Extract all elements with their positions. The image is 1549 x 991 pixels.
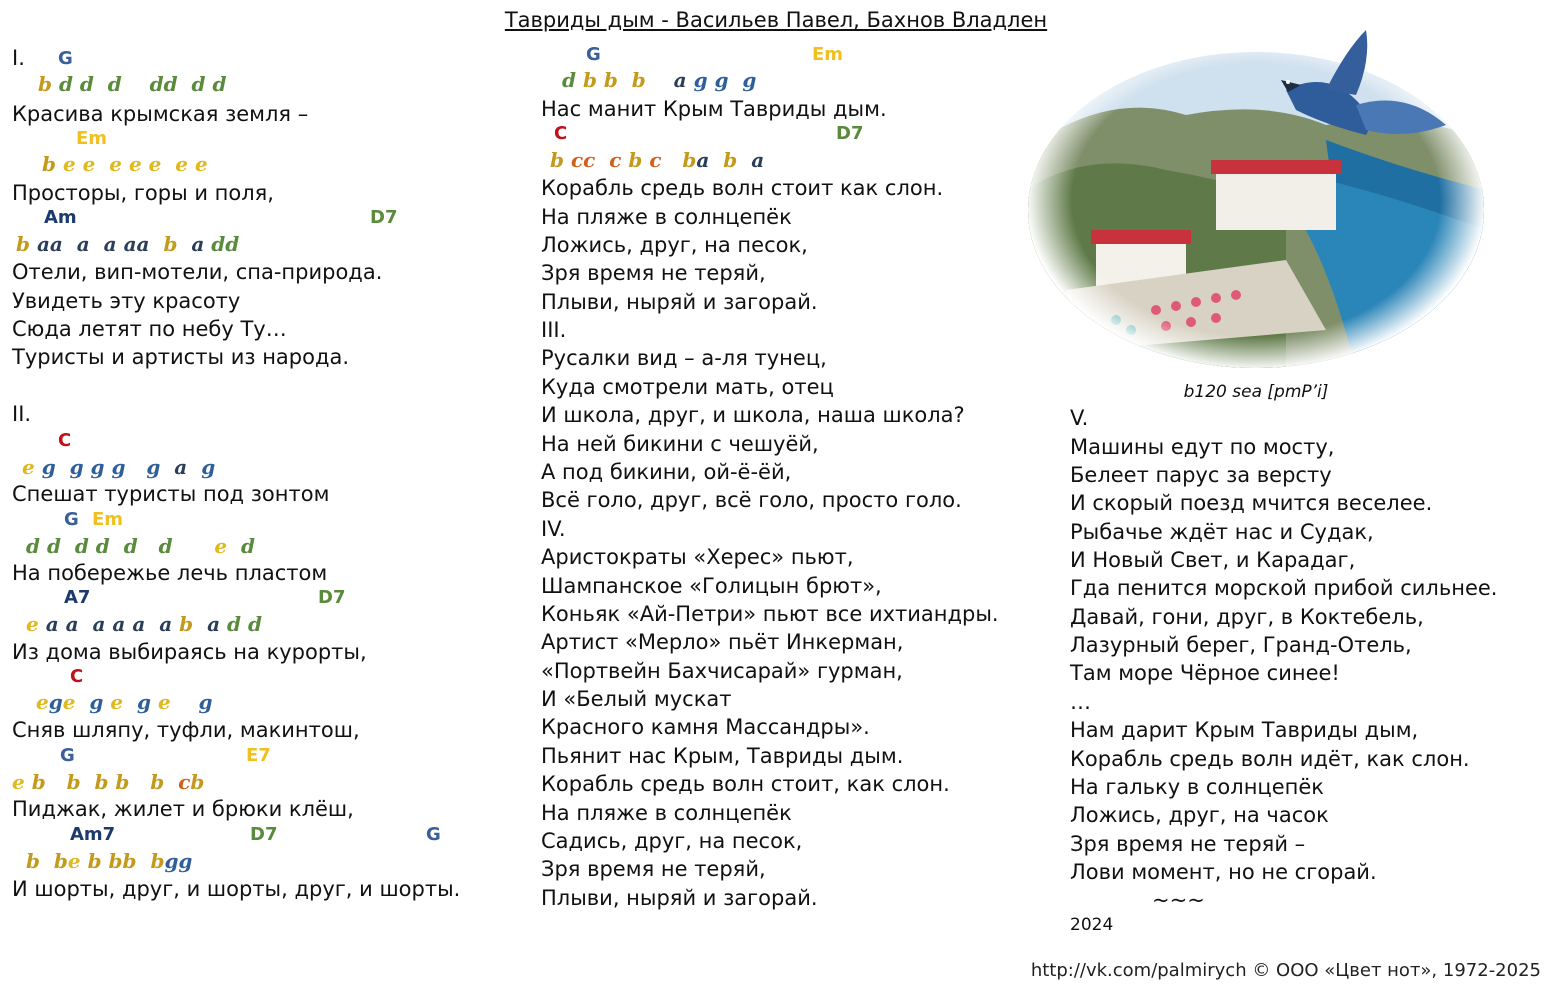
lyric-line: Из дома выбираясь на курорты, bbox=[12, 640, 367, 664]
lyric-line: Аристократы «Херес» пьют, bbox=[541, 545, 854, 569]
lyric-line: … bbox=[1070, 690, 1091, 714]
lyric-line: И скорый поезд мчится веселее. bbox=[1070, 491, 1433, 515]
lyric-line: И Новый Свет, и Карадаг, bbox=[1070, 548, 1356, 572]
verse-label: V. bbox=[1070, 406, 1089, 430]
note-row: d b b b a g g g bbox=[562, 68, 757, 92]
lyric-line: Плыви, ныряй и загорай. bbox=[541, 886, 818, 910]
lyric-line: Просторы, горы и поля, bbox=[12, 181, 274, 205]
lyric-line: И школа, друг, и школа, наша школа? bbox=[541, 403, 965, 427]
lyric-line: На гальку в солнцепёк bbox=[1070, 775, 1324, 799]
verse-label: III. bbox=[541, 318, 567, 342]
chord-label: Am7 bbox=[70, 824, 116, 845]
lyric-line: На ней бикини с чешуёй, bbox=[541, 432, 819, 456]
lyric-line: Корабль средь волн идёт, как слон. bbox=[1070, 747, 1470, 771]
lyric-line: Сняв шляпу, туфли, макинтош, bbox=[12, 718, 360, 742]
lyric-line: Коньяк «Ай-Петри» пьют все ихтиандры. bbox=[541, 602, 999, 626]
verse-label: I. bbox=[12, 46, 25, 70]
note-row: b be b bb bgg bbox=[26, 849, 193, 873]
lyric-line: Ложись, друг, на песок, bbox=[541, 233, 808, 257]
verse-label: II. bbox=[12, 402, 32, 426]
lyric-line: Нам дарит Крым Тавриды дым, bbox=[1070, 718, 1419, 742]
lyric-line: Плыви, ныряй и загорай. bbox=[541, 290, 818, 314]
lyric-line: Пьянит нас Крым, Тавриды дым. bbox=[541, 744, 904, 768]
chord-label: C bbox=[58, 430, 72, 451]
chord-label: D7 bbox=[370, 207, 398, 228]
lyric-line: И «Белый мускат bbox=[541, 687, 732, 711]
lyric-line: Рыбачье ждёт нас и Судак, bbox=[1070, 520, 1374, 544]
chord-label: Em bbox=[812, 44, 844, 65]
lyric-line: А под бикини, ой-ё-ёй, bbox=[541, 460, 792, 484]
chord-label: G bbox=[58, 48, 73, 69]
chord-label: D7 bbox=[250, 824, 278, 845]
crimea-photo bbox=[1026, 30, 1486, 370]
lyric-line: Куда смотрели мать, отец bbox=[541, 375, 834, 399]
chord-label: D7 bbox=[318, 587, 346, 608]
chord-label: G bbox=[426, 824, 441, 845]
page-title: Тавриды дым - Васильев Павел, Бахнов Владлен bbox=[504, 8, 1048, 32]
lyric-line: Белеет парус за версту bbox=[1070, 463, 1332, 487]
lyric-line: Машины едут по мосту, bbox=[1070, 435, 1335, 459]
lyric-line: Шампанское «Голицын брют», bbox=[541, 574, 882, 598]
note-row: b e e e e e e e bbox=[42, 152, 208, 176]
lyric-line: Зря время не теряй, bbox=[541, 857, 766, 881]
note-row: ege g e g e g bbox=[36, 690, 213, 714]
lyric-line: Ложись, друг, на часок bbox=[1070, 803, 1329, 827]
lyric-line: На пляже в солнцепёк bbox=[541, 205, 792, 229]
lyric-line: Лазурный берег, Гранд-Отель, bbox=[1070, 633, 1412, 657]
chord-label: G bbox=[64, 509, 79, 530]
lyric-line: Увидеть эту красоту bbox=[12, 289, 241, 313]
verse-label: IV. bbox=[541, 517, 566, 541]
lyric-line: Отели, вип-мотели, спа-природа. bbox=[12, 260, 383, 284]
lyric-line: Сюда летят по небу Ту… bbox=[12, 317, 287, 341]
lyric-line: Там море Чёрное синее! bbox=[1070, 661, 1340, 685]
note-row: e b b b b b cb bbox=[12, 770, 205, 794]
chord-label: C bbox=[554, 123, 568, 144]
chord-label: C bbox=[70, 666, 84, 687]
lyric-line: Пиджак, жилет и брюки клёш, bbox=[12, 797, 354, 821]
lyric-line: Гда пенится морской прибой сильнее. bbox=[1070, 576, 1498, 600]
lyric-line: Спешат туристы под зонтом bbox=[12, 482, 330, 506]
chord-label: Em bbox=[92, 509, 124, 530]
lyric-line: И шорты, друг, и шорты, друг, и шорты. bbox=[12, 877, 461, 901]
lyric-line: Корабль средь волн стоит как слон. bbox=[541, 176, 944, 200]
note-row: b d d d dd d d bbox=[38, 72, 227, 96]
lyric-line: Нас манит Крым Тавриды дым. bbox=[541, 97, 887, 121]
lyric-line: Садись, друг, на песок, bbox=[541, 829, 803, 853]
note-row: e g g g g g a g bbox=[22, 455, 216, 479]
note-row: d d d d d d e d bbox=[26, 534, 256, 558]
lyric-line: Корабль средь волн стоит, как слон. bbox=[541, 772, 950, 796]
lyric-line: Красного камня Массандры». bbox=[541, 715, 870, 739]
photo-caption: b120 sea [pmP’i] bbox=[1183, 382, 1329, 402]
lyric-line: Зря время не теряй – bbox=[1070, 832, 1306, 856]
chord-label: D7 bbox=[836, 123, 864, 144]
chord-label: Em bbox=[76, 128, 108, 149]
lyric-line: Туристы и артисты из народа. bbox=[12, 345, 350, 369]
lyric-line: Русалки вид – а-ля тунец, bbox=[541, 346, 827, 370]
lyric-line: На пляже в солнцепёк bbox=[541, 801, 792, 825]
lyric-line: Красива крымская земля – bbox=[12, 102, 309, 126]
lyric-line: Лови момент, но не сгорай. bbox=[1070, 860, 1377, 884]
chord-label: A7 bbox=[64, 587, 91, 608]
footer-copyright: http://vk.com/palmirych © ООО «Цвет нот», 1972-2025 bbox=[1030, 960, 1541, 981]
lyric-line: Артист «Мерло» пьёт Инкерман, bbox=[541, 630, 904, 654]
chord-label: G bbox=[586, 44, 601, 65]
lyric-line: Зря время не теряй, bbox=[541, 261, 766, 285]
note-row: b cc c b c ba b a bbox=[550, 148, 765, 172]
lyric-line: Давай, гони, друг, в Коктебель, bbox=[1070, 605, 1424, 629]
ending-mark: ~~~ bbox=[1152, 888, 1205, 912]
lyric-line: Всё голо, друг, всё голо, просто голо. bbox=[541, 488, 962, 512]
chord-label: G bbox=[60, 745, 75, 766]
lyric-line: «Портвейн Бахчисарай» гурман, bbox=[541, 659, 903, 683]
note-row: b aa a a aa b a dd bbox=[16, 232, 240, 256]
chord-label: E7 bbox=[246, 745, 271, 766]
note-row: e a a a a a a b a d d bbox=[26, 612, 262, 636]
lyric-line: На побережье лечь пластом bbox=[12, 561, 328, 585]
chord-label: Am bbox=[44, 207, 77, 228]
year-label: 2024 bbox=[1070, 915, 1114, 935]
